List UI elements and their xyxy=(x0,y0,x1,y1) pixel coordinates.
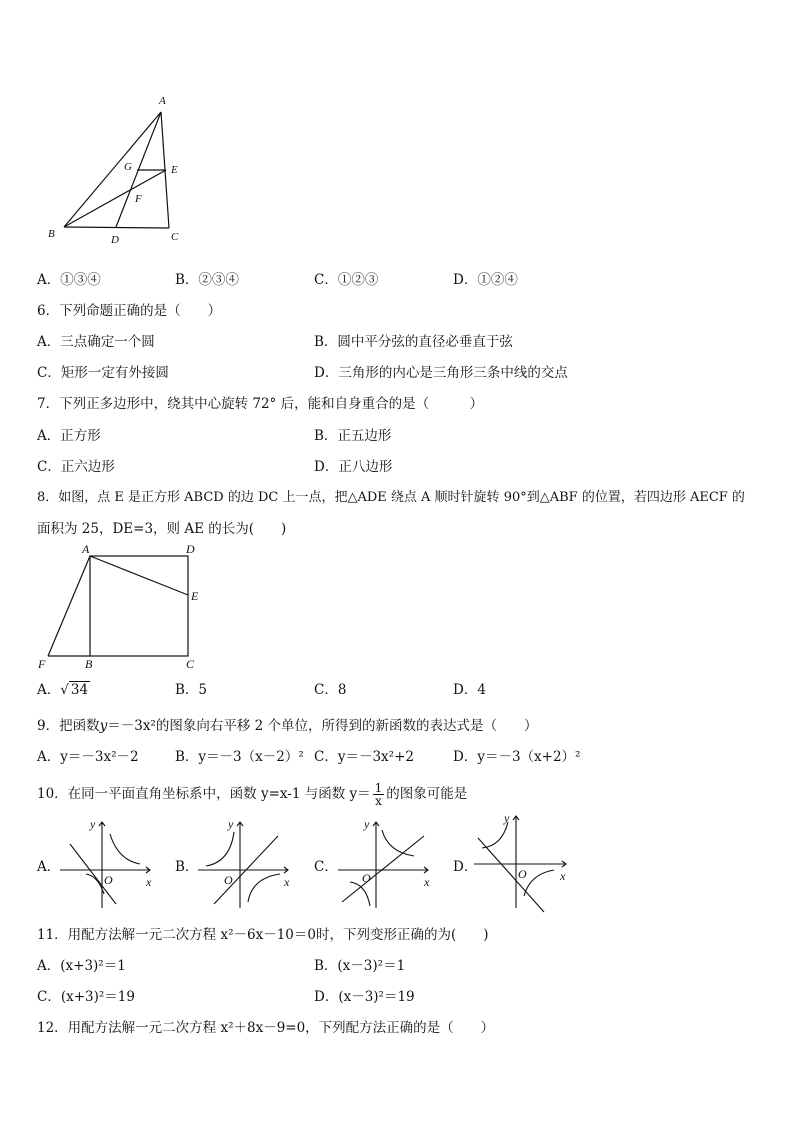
fraction-denominator: x xyxy=(375,794,382,808)
q11-option-c[interactable]: C．(x+3)²＝19 xyxy=(37,989,135,1005)
q9-stem-func: y xyxy=(99,718,108,734)
label-F: F xyxy=(38,657,46,671)
fraction-numerator: 1 xyxy=(374,781,383,795)
label-E: E xyxy=(171,164,178,176)
q9-option-c[interactable]: C．y＝－3x²+2 xyxy=(314,749,414,765)
q7-option-d[interactable]: D．正八边形 xyxy=(314,459,393,475)
q10-stem-prefix: 10．在同一平面直角坐标系中，函数 y=x-1 与函数 y＝ xyxy=(37,786,371,802)
q9-option-a[interactable]: A．y＝－3x²－2 xyxy=(37,749,139,765)
hyperbola-branch-2 xyxy=(524,870,554,896)
q6-option-a[interactable]: A．三点确定一个圆 xyxy=(37,334,155,350)
segment-AF xyxy=(48,556,90,656)
q8-stem-line2: 面积为 25，DE=3，则 AE 的长为( ) xyxy=(37,521,287,537)
hyperbola-branch-1 xyxy=(482,822,508,848)
sqrt-symbol: √ 34 xyxy=(60,682,89,698)
axis-x-label: x xyxy=(424,875,430,889)
origin-label: O xyxy=(104,873,113,887)
q8-figure xyxy=(36,538,212,674)
q10-stem xyxy=(37,780,467,808)
q9-stem-prefix: 9．把函数 xyxy=(37,718,100,734)
label-E: E xyxy=(191,589,199,603)
label-C: C xyxy=(186,657,195,671)
axis-y-label: y xyxy=(364,817,370,831)
q9-stem xyxy=(37,717,538,735)
fraction xyxy=(373,782,385,807)
q10-stem-suffix: 的图象可能是 xyxy=(386,786,468,802)
q7-option-a[interactable]: A．正方形 xyxy=(37,428,101,444)
label-B: B xyxy=(85,657,93,671)
q11-stem: 11．用配方法解一元二次方程 x²－6x－10＝0时，下列变形正确的为( ) xyxy=(37,927,489,943)
label-C: C xyxy=(171,231,179,243)
q10-graph-a[interactable] xyxy=(58,812,158,912)
q6-option-b[interactable]: B．圆中平分弦的直径必垂直于弦 xyxy=(314,334,513,350)
q11-option-a[interactable]: A．(x+3)²＝1 xyxy=(37,958,126,974)
axis-x-label: x xyxy=(284,875,290,889)
q10-graph-c[interactable] xyxy=(336,812,436,912)
q10-option-b-label[interactable]: B． xyxy=(175,859,199,875)
q9-stem-eq: ＝－3x² xyxy=(107,718,156,734)
q8-option-a-radicand: 34 xyxy=(70,682,89,698)
q8-option-a[interactable] xyxy=(37,681,90,699)
segment-AE xyxy=(90,556,188,595)
square-ABCD xyxy=(90,556,188,656)
q10-option-c-label[interactable]: C． xyxy=(314,859,338,875)
segment-BE xyxy=(64,170,166,227)
hyperbola-branch-2 xyxy=(248,874,280,902)
axis-x-label: x xyxy=(146,875,152,889)
label-B: B xyxy=(48,228,55,240)
q11-option-d[interactable]: D．(x－3)²＝19 xyxy=(314,989,415,1005)
q7-option-c[interactable]: C．正六边形 xyxy=(37,459,115,475)
axis-y-label: y xyxy=(228,817,234,831)
hyperbola-branch-1 xyxy=(110,834,140,864)
axis-x-label: x xyxy=(560,869,566,883)
q5-option-d[interactable]: D．①②④ xyxy=(453,272,518,288)
q5-option-c[interactable]: C．①②③ xyxy=(314,272,379,288)
line-y-x-1 xyxy=(478,838,544,912)
q8-option-d[interactable]: D．4 xyxy=(453,682,486,698)
q10-graph-b[interactable] xyxy=(196,812,296,912)
hyperbola-branch-2 xyxy=(350,882,370,906)
label-D: D xyxy=(186,542,195,556)
q8-option-a-prefix: A． xyxy=(37,682,61,698)
line-y-x-1 xyxy=(342,836,424,902)
q9-option-d[interactable]: D．y＝－3（x+2）² xyxy=(453,749,581,765)
q8-option-c[interactable]: C．8 xyxy=(314,682,347,698)
origin-label: O xyxy=(224,873,233,887)
hyperbola-branch-1 xyxy=(382,830,414,856)
q5-figure xyxy=(40,90,200,250)
hyperbola-branch-1 xyxy=(206,832,234,866)
q11-option-b[interactable]: B．(x－3)²＝1 xyxy=(314,958,406,974)
label-F: F xyxy=(135,193,142,205)
q9-option-b[interactable]: B．y＝－3（x－2）² xyxy=(175,749,304,765)
origin-label: O xyxy=(362,871,371,885)
q5-option-a[interactable]: A．①③④ xyxy=(37,272,101,288)
origin-label: O xyxy=(518,867,527,881)
label-A: A xyxy=(82,542,90,556)
q8-stem-line1: 8．如图，点 E 是正方形 ABCD 的边 DC 上一点，把△ADE 绕点 A 顺时针旋转 90°到△ABF 的位置，若四边形 AECF 的 xyxy=(37,490,745,505)
q9-stem-suffix: 的图象向右平移 2 个单位，所得到的新函数的表达式是（ ） xyxy=(155,718,538,734)
axis-y-label: y xyxy=(504,812,510,825)
q10-option-a-label[interactable]: A． xyxy=(37,859,61,875)
label-D: D xyxy=(111,234,119,246)
q6-option-d[interactable]: D．三角形的内心是三角形三条中线的交点 xyxy=(314,365,568,381)
q7-option-b[interactable]: B．正五边形 xyxy=(314,428,392,444)
q12-stem: 12．用配方法解一元二次方程 x²＋8x－9=0，下列配方法正确的是（ ） xyxy=(37,1020,495,1036)
q5-option-b[interactable]: B．②③④ xyxy=(175,272,239,288)
label-A: A xyxy=(159,95,166,107)
q10-graph-d[interactable] xyxy=(472,812,572,916)
q10-option-d-label[interactable]: D． xyxy=(453,859,478,875)
q7-stem: 7．下列正多边形中，绕其中心旋转 72° 后，能和自身重合的是（ ） xyxy=(37,396,484,412)
axis-y-label: y xyxy=(90,817,96,831)
q6-stem: 6．下列命题正确的是（ ） xyxy=(37,303,222,319)
q6-option-c[interactable]: C．矩形一定有外接圆 xyxy=(37,365,169,381)
q8-option-b[interactable]: B．5 xyxy=(175,682,208,698)
label-G: G xyxy=(124,161,132,173)
